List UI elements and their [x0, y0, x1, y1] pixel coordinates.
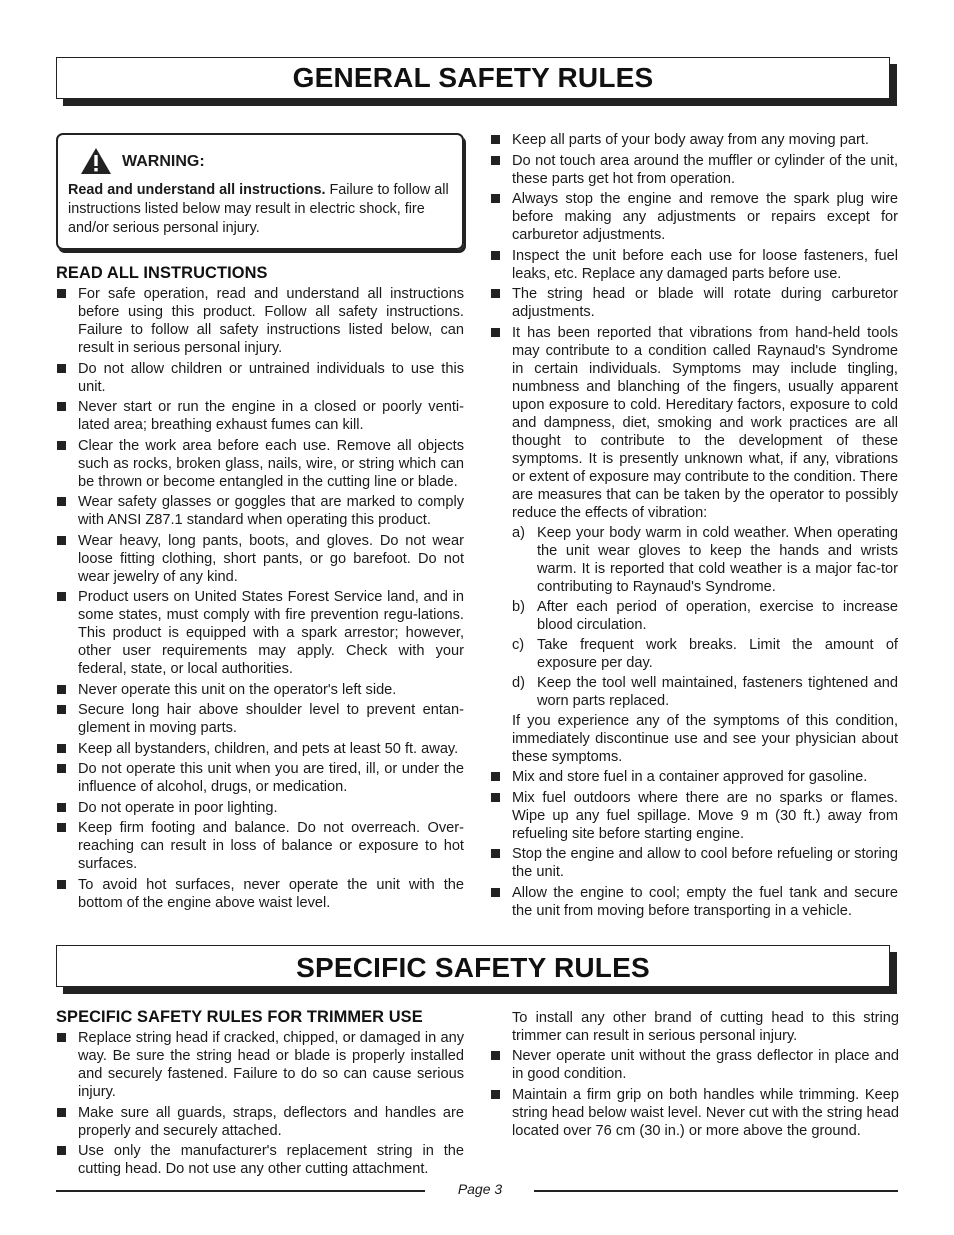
specific-left-column — [56, 1008, 464, 1181]
list-item: Product users on United States Forest Service land, and in some states, must comply with fire prevention regu-lations. This product is equipped with a spark arrestor; however, other user requirements may apply. Check with your federal, state, or local authorities. — [56, 588, 464, 678]
list-item: Never operate this unit on the operator's left side. — [56, 681, 464, 699]
list-item: Replace string head if cracked, chipped, or damaged in any way. Be sure the string head or blade is properly installed and securely fastened. Failure to do so can cause serious injury. — [56, 1029, 464, 1101]
general-left-column — [56, 133, 464, 914]
list-item: Never operate unit without the grass deflector in place and in good condition. — [490, 1047, 899, 1083]
specific-safety-rules-title: SPECIFIC SAFETY RULES — [56, 945, 890, 987]
sub-list-item — [512, 524, 898, 596]
cutting-head-continuation: To install any other brand of cutting head to this string trimmer can result in serious personal injury. — [512, 1010, 899, 1044]
list-item: For safe operation, read and understand all instructions before using this product. Follow all safety instructions. Failure to follow all safety instructions listed below, can result in serious personal injury. — [56, 285, 464, 357]
sub-item-letter: c) — [512, 637, 525, 653]
list-item: Make sure all guards, straps, deflectors and handles are properly and securely attached. — [56, 1104, 464, 1140]
sub-list-item — [512, 598, 898, 634]
list-item: Allow the engine to cool; empty the fuel tank and secure the unit from moving before transporting in a vehicle. — [490, 884, 898, 920]
list-item: Clear the work area before each use. Remove all objects such as rocks, broken glass, nails, wire, or string which can be thrown or become entangled in the cutting line or blade. — [56, 437, 464, 491]
sub-item-letter: b) — [512, 599, 525, 615]
sub-item-text: Take frequent work breaks. Limit the amount of exposure per day. — [537, 637, 898, 671]
list-item: Always stop the engine and remove the spark plug wire before making any adjustments or repairs except for carburetor adjustments. — [490, 190, 898, 244]
warning-bold-text: Read and understand all instructions. — [68, 182, 326, 198]
sub-item-letter: a) — [512, 525, 525, 541]
list-item: Mix and store fuel in a container approved for gasoline. — [490, 768, 898, 786]
general-left-list — [56, 285, 464, 912]
sub-item-text: Keep the tool well maintained, fasteners tightened and worn parts replaced. — [537, 675, 898, 709]
warning-body-text: Failure to follow all instructions listed below may result in electric shock, fire and/or serious personal injury. — [68, 182, 449, 236]
list-item: Mix fuel outdoors where there are no sparks or flames. Wipe up any fuel spillage. Move 9 m (30 ft.) away from refueling site before starting engine. — [490, 789, 898, 843]
warning-title: WARNING: — [122, 152, 205, 170]
read-all-instructions-heading: READ ALL INSTRUCTIONS — [56, 264, 268, 282]
sub-list-item — [512, 636, 898, 672]
list-item: Do not allow children or untrained individuals to use this unit. — [56, 360, 464, 396]
page-number: Page 3 — [457, 1181, 503, 1197]
list-item: Do not touch area around the muffler or cylinder of the unit, these parts get hot from operation. — [490, 152, 898, 188]
list-item: Do not operate in poor lighting. — [56, 799, 464, 817]
footer-rule-left — [56, 1190, 425, 1192]
list-item: Do not operate this unit when you are tired, ill, or under the influence of alcohol, drugs, or medication. — [56, 760, 464, 796]
list-item: To avoid hot surfaces, never operate the unit with the bottom of the engine above waist level. — [56, 876, 464, 912]
list-item: Keep all parts of your body away from any moving part. — [490, 131, 898, 149]
list-item: Maintain a firm grip on both handles while trimming. Keep string head below waist level. Never cut with the string head located over 76 cm (30 in.) or more above the ground. — [490, 1086, 899, 1140]
general-right-list-a — [490, 131, 898, 522]
list-item: It has been reported that vibrations from hand-held tools may contribute to a condition called Raynaud's Syndrome in certain individuals. Symptoms may include tingling, numbness and blanching of the fingers, usually apparent upon exposure to cold. Hereditary factors, exposure to cold and dampness, diet, smoking and work practices are all thought to contribute to the development of these symptoms. It is presently unknown what, if any, vibrations or extent of exposure may contribute to the condition. There are measures that can be taken by the operator to possibly reduce the effects of vibration: — [490, 324, 898, 522]
list-item: Never start or run the engine in a closed or poorly venti-lated area; breathing exhaust fumes can kill. — [56, 398, 464, 434]
list-item: Use only the manufacturer's replacement string in the cutting head. Do not use any other cutting attachment. — [56, 1142, 464, 1178]
warning-box — [56, 133, 464, 250]
list-item: The string head or blade will rotate during carburetor adjustments. — [490, 285, 898, 321]
footer-rule-right — [534, 1190, 898, 1192]
general-safety-rules-title: GENERAL SAFETY RULES — [56, 57, 890, 99]
list-item: Keep all bystanders, children, and pets at least 50 ft. away. — [56, 740, 464, 758]
vibration-measures-list — [512, 524, 898, 710]
vibration-note: If you experience any of the symptoms of this condition, immediately discontinue use and see your physician about these symptoms. — [512, 713, 898, 765]
sub-item-text: Keep your body warm in cold weather. When operating the unit wear gloves to keep the hands and wrists warm. It is reported that cold weather is a major fac-tor contributing to Raynaud's Syndrome. — [537, 525, 898, 595]
list-item: Keep firm footing and balance. Do not overreach. Over-reaching can result in loss of balance or exposure to hot surfaces. — [56, 819, 464, 873]
list-item: Inspect the unit before each use for loose fasteners, fuel leaks, etc. Replace any damaged parts before use. — [490, 247, 898, 283]
list-item: Secure long hair above shoulder level to prevent entan-glement in moving parts. — [56, 701, 464, 737]
specific-left-list — [56, 1029, 464, 1178]
specific-right-column — [490, 1009, 899, 1142]
general-right-list-b — [490, 768, 898, 920]
sub-item-letter: d) — [512, 675, 525, 691]
sub-list-item — [512, 674, 898, 710]
list-item: Wear safety glasses or goggles that are marked to comply with ANSI Z87.1 standard when operating this product. — [56, 493, 464, 529]
sub-item-text: After each period of operation, exercise to increase blood circulation. — [537, 599, 898, 633]
list-item: Wear heavy, long pants, boots, and gloves. Do not wear loose fitting clothing, short pants, or go barefoot. Do not wear jewelry of any kind. — [56, 532, 464, 586]
list-item: Stop the engine and allow to cool before refueling or storing the unit. — [490, 845, 898, 881]
trimmer-use-heading: SPECIFIC SAFETY RULES FOR TRIMMER USE — [56, 1008, 423, 1026]
general-right-column — [490, 131, 898, 922]
warning-text — [68, 181, 452, 238]
specific-right-list — [490, 1047, 899, 1140]
warning-triangle-icon — [80, 147, 112, 175]
